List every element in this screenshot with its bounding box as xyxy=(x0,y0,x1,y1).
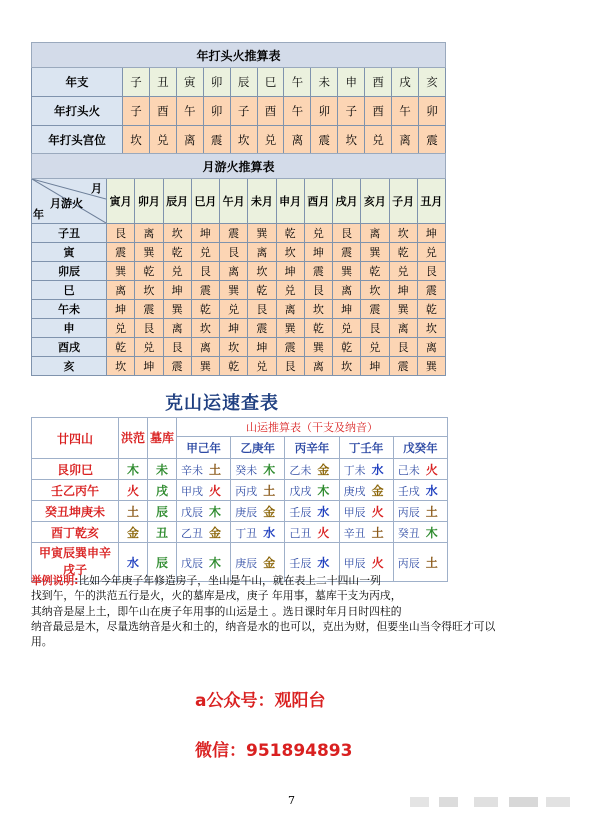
table-cell: 酉 xyxy=(149,97,176,126)
nayin-element: 木 xyxy=(425,525,438,540)
ganzhi-text: 甲辰 xyxy=(343,556,366,570)
table-cell: 离 xyxy=(248,243,276,262)
table-cell: 艮 xyxy=(163,338,191,357)
nayin-element: 水 xyxy=(263,525,276,540)
table-cell: 坎 xyxy=(361,281,389,300)
table-row xyxy=(32,319,446,338)
ganzhi-text: 辛丑 xyxy=(343,526,366,540)
table-title: 年打头火推算表 xyxy=(32,43,446,68)
month-header: 戌月 xyxy=(333,179,361,224)
shanyun-cell xyxy=(177,480,231,501)
month-header: 子月 xyxy=(389,179,417,224)
ganzhi-text: 戊辰 xyxy=(181,505,203,519)
example-notes xyxy=(31,573,561,649)
table-cell: 坎 xyxy=(417,319,445,338)
table-cell: 巽 xyxy=(304,338,332,357)
table-cell: 巽 xyxy=(276,319,304,338)
year-header: 戊癸年 xyxy=(393,437,447,459)
ganzhi-text: 癸未 xyxy=(235,463,258,477)
shanyun-cell xyxy=(339,522,393,543)
table-cell: 震 xyxy=(417,281,445,300)
month-header: 酉月 xyxy=(304,179,332,224)
row-label: 午未 xyxy=(32,300,107,319)
shanyun-cell xyxy=(231,459,285,480)
shan-cell: 甲寅辰巽申辛戌子 xyxy=(32,543,119,582)
table-cell: 震 xyxy=(135,300,163,319)
muku-cell: 辰 xyxy=(148,501,177,522)
table-cell: 亥 xyxy=(418,68,445,97)
table-cell: 震 xyxy=(191,281,219,300)
table-cell: 坤 xyxy=(107,300,135,319)
table-cell: 子 xyxy=(123,97,150,126)
table-cell: 离 xyxy=(392,126,419,155)
shanyun-cell xyxy=(393,480,447,501)
month-header: 卯月 xyxy=(135,179,163,224)
nian-datou-huo-table xyxy=(31,42,446,155)
ganzhi-text: 壬辰 xyxy=(289,556,312,570)
shanyun-cell xyxy=(231,501,285,522)
table-cell: 酉 xyxy=(365,68,392,97)
row-label: 巳 xyxy=(32,281,107,300)
table-cell: 乾 xyxy=(163,243,191,262)
table-cell: 巽 xyxy=(163,300,191,319)
table-cell: 子 xyxy=(338,97,365,126)
row-label: 子丑 xyxy=(32,224,107,243)
table-cell: 艮 xyxy=(220,243,248,262)
nayin-element: 火 xyxy=(371,504,384,519)
nayin-element: 火 xyxy=(317,525,330,540)
year-header: 乙庚年 xyxy=(231,437,285,459)
ganzhi-text: 己丑 xyxy=(289,526,312,540)
row-label: 申 xyxy=(32,319,107,338)
table-cell: 震 xyxy=(418,126,445,155)
table-cell: 震 xyxy=(107,243,135,262)
table-cell: 坎 xyxy=(163,224,191,243)
table-cell: 震 xyxy=(311,126,338,155)
table-cell: 酉 xyxy=(365,97,392,126)
month-header: 亥月 xyxy=(361,179,389,224)
table-cell: 卯 xyxy=(418,97,445,126)
nayin-element: 水 xyxy=(317,504,330,519)
table-title-row xyxy=(32,43,446,68)
table-row xyxy=(32,480,448,501)
table-cell: 午 xyxy=(284,68,311,97)
table-cell: 未 xyxy=(311,68,338,97)
table-cell: 艮 xyxy=(417,262,445,281)
table-cell: 震 xyxy=(304,262,332,281)
table-cell: 乾 xyxy=(135,262,163,281)
table-cell: 坤 xyxy=(276,262,304,281)
ganzhi-text: 丙辰 xyxy=(397,505,420,519)
table-cell: 兑 xyxy=(163,262,191,281)
table-cell: 巽 xyxy=(135,243,163,262)
corner-top: 月 xyxy=(91,182,102,195)
table-cell: 卯 xyxy=(203,68,230,97)
table-cell: 乾 xyxy=(220,357,248,376)
table-cell: 兑 xyxy=(276,281,304,300)
shanyun-cell xyxy=(393,459,447,480)
table-cell: 震 xyxy=(163,357,191,376)
shanyun-cell xyxy=(339,459,393,480)
table-cell: 震 xyxy=(361,300,389,319)
shanyun-cell xyxy=(339,501,393,522)
ganzhi-text: 壬辰 xyxy=(289,505,312,519)
table-row xyxy=(32,224,446,243)
table-cell: 艮 xyxy=(276,357,304,376)
ganzhi-text: 癸丑 xyxy=(397,526,420,540)
nayin-element: 金 xyxy=(263,555,276,570)
shanyun-cell xyxy=(285,480,339,501)
table-row xyxy=(32,459,448,480)
hongfan-cell: 火 xyxy=(119,480,148,501)
shanyun-cell xyxy=(177,522,231,543)
nayin-element: 金 xyxy=(371,483,384,498)
row-label: 酉戌 xyxy=(32,338,107,357)
table-cell: 离 xyxy=(333,281,361,300)
header-hongfan: 洪范 xyxy=(119,418,148,459)
table-cell: 艮 xyxy=(107,224,135,243)
nayin-element: 金 xyxy=(317,462,330,477)
table-cell: 震 xyxy=(248,319,276,338)
table-cell: 坤 xyxy=(389,281,417,300)
notes-line: 比如今年庚子年修造房子，坐山是午山，就在表上二十四山一列 xyxy=(78,574,381,587)
table-cell: 兑 xyxy=(333,319,361,338)
table-cell: 兑 xyxy=(257,126,284,155)
notes-line: 找到午，午的洪范五行是火，火的墓库是戌，庚子 年用事，墓库干支为丙戌， xyxy=(31,589,402,603)
table-cell: 坤 xyxy=(248,338,276,357)
table-cell: 兑 xyxy=(365,126,392,155)
table-cell: 兑 xyxy=(417,243,445,262)
table-cell: 艮 xyxy=(135,319,163,338)
table-cell: 艮 xyxy=(361,319,389,338)
nayin-element: 土 xyxy=(209,462,222,477)
keshan-yun-table xyxy=(31,417,448,582)
table-row xyxy=(32,281,446,300)
ganzhi-text: 丁丑 xyxy=(235,526,258,540)
table-cell: 震 xyxy=(276,338,304,357)
corner-cell xyxy=(32,179,107,224)
notes-line: 纳音最忌是木，尽量选纳音是火和土的，纳音是水的也可以，克出为财，但要坐山当令得旺才可以 xyxy=(31,619,496,633)
table-cell: 乾 xyxy=(304,319,332,338)
table-cell: 兑 xyxy=(107,319,135,338)
muku-cell: 戌 xyxy=(148,480,177,501)
table-row xyxy=(32,243,446,262)
table-cell: 酉 xyxy=(257,97,284,126)
table-cell: 离 xyxy=(276,300,304,319)
hongfan-cell: 木 xyxy=(119,459,148,480)
table-cell: 坤 xyxy=(304,243,332,262)
ganzhi-text: 庚辰 xyxy=(235,505,258,519)
nayin-element: 土 xyxy=(371,525,384,540)
table-cell: 乾 xyxy=(333,338,361,357)
hongfan-cell: 水 xyxy=(119,543,148,582)
nayin-element: 金 xyxy=(263,504,276,519)
table-cell: 戌 xyxy=(392,68,419,97)
table-cell: 兑 xyxy=(135,338,163,357)
year-header: 甲己年 xyxy=(177,437,231,459)
notes-lead: 举例说明: xyxy=(31,574,79,587)
table-cell: 离 xyxy=(220,262,248,281)
ganzhi-text: 丙辰 xyxy=(397,556,420,570)
ganzhi-text: 庚戌 xyxy=(343,484,366,498)
nayin-element: 土 xyxy=(425,504,438,519)
table-row xyxy=(32,357,446,376)
ganzhi-text: 甲辰 xyxy=(343,505,366,519)
table-row xyxy=(32,68,446,97)
nayin-element: 木 xyxy=(209,555,222,570)
table-cell: 乾 xyxy=(361,262,389,281)
month-header: 午月 xyxy=(220,179,248,224)
table-cell: 坤 xyxy=(135,357,163,376)
table-cell: 艮 xyxy=(333,224,361,243)
ganzhi-text: 丁未 xyxy=(343,463,366,477)
table-cell: 兑 xyxy=(191,243,219,262)
shan-cell: 癸丑坤庚未 xyxy=(32,501,119,522)
muku-cell: 丑 xyxy=(148,522,177,543)
table-cell: 兑 xyxy=(304,224,332,243)
table-cell: 坎 xyxy=(304,300,332,319)
ganzhi-text: 庚辰 xyxy=(235,556,258,570)
table-row xyxy=(32,338,446,357)
table-cell: 震 xyxy=(333,243,361,262)
table-cell: 离 xyxy=(361,224,389,243)
nayin-element: 火 xyxy=(209,483,222,498)
table-cell: 乾 xyxy=(191,300,219,319)
table-cell: 坎 xyxy=(333,357,361,376)
table-cell: 午 xyxy=(392,97,419,126)
table-cell: 离 xyxy=(284,126,311,155)
table-cell: 辰 xyxy=(230,68,257,97)
month-header: 寅月 xyxy=(107,179,135,224)
table-cell: 坎 xyxy=(248,262,276,281)
yue-you-huo-table xyxy=(31,153,446,376)
ganzhi-text: 己未 xyxy=(397,463,420,477)
ganzhi-text: 辛未 xyxy=(181,463,203,477)
header-shanyun: 山运推算表（干支及纳音） xyxy=(177,418,448,437)
table-cell: 卯 xyxy=(311,97,338,126)
table-cell: 兑 xyxy=(220,300,248,319)
table-cell: 午 xyxy=(176,97,203,126)
table-cell: 午 xyxy=(284,97,311,126)
table-cell: 巽 xyxy=(389,300,417,319)
row-label: 年打头宫位 xyxy=(32,126,123,155)
table-cell: 乾 xyxy=(417,300,445,319)
row-label: 亥 xyxy=(32,357,107,376)
table-cell: 艮 xyxy=(248,300,276,319)
table-cell: 兑 xyxy=(389,262,417,281)
table-cell: 兑 xyxy=(361,338,389,357)
table-cell: 坤 xyxy=(191,224,219,243)
ganzhi-text: 甲戌 xyxy=(181,484,203,498)
table-cell: 巽 xyxy=(417,357,445,376)
header-row xyxy=(32,418,448,437)
table-cell: 乾 xyxy=(107,338,135,357)
shanyun-cell xyxy=(393,501,447,522)
table-row xyxy=(32,262,446,281)
table-cell: 巽 xyxy=(248,224,276,243)
month-header: 申月 xyxy=(276,179,304,224)
table-cell: 巽 xyxy=(361,243,389,262)
table-cell: 巽 xyxy=(333,262,361,281)
contact-wechat: 微信：951894893 xyxy=(195,741,353,761)
table-cell: 坤 xyxy=(417,224,445,243)
table-cell: 震 xyxy=(203,126,230,155)
nayin-element: 水 xyxy=(425,483,438,498)
table-cell: 艮 xyxy=(191,262,219,281)
nayin-element: 木 xyxy=(263,462,276,477)
table-cell: 乾 xyxy=(389,243,417,262)
table-cell: 坎 xyxy=(123,126,150,155)
table-cell: 坤 xyxy=(333,300,361,319)
table-cell: 离 xyxy=(389,319,417,338)
shanyun-cell xyxy=(177,501,231,522)
table-cell: 离 xyxy=(304,357,332,376)
table-row xyxy=(32,97,446,126)
nayin-element: 木 xyxy=(209,504,222,519)
shanyun-cell xyxy=(285,501,339,522)
hongfan-cell: 土 xyxy=(119,501,148,522)
table-cell: 震 xyxy=(389,357,417,376)
shanyun-cell xyxy=(231,480,285,501)
shan-cell: 酉丁乾亥 xyxy=(32,522,119,543)
table-cell: 离 xyxy=(163,319,191,338)
nayin-element: 火 xyxy=(371,555,384,570)
header-24shan: 廿四山 xyxy=(32,418,119,459)
table-title: 月游火推算表 xyxy=(32,154,446,179)
table-cell: 巽 xyxy=(107,262,135,281)
year-header: 丁壬年 xyxy=(339,437,393,459)
table-cell: 兑 xyxy=(248,357,276,376)
table-row xyxy=(32,501,448,522)
ganzhi-text: 壬戌 xyxy=(397,484,420,498)
table-cell: 离 xyxy=(135,224,163,243)
table-cell: 坤 xyxy=(220,319,248,338)
table-cell: 坤 xyxy=(163,281,191,300)
table-cell: 离 xyxy=(107,281,135,300)
page-number: 7 xyxy=(288,794,295,807)
month-header: 未月 xyxy=(248,179,276,224)
table-cell: 离 xyxy=(176,126,203,155)
month-header: 巳月 xyxy=(191,179,219,224)
nayin-element: 木 xyxy=(317,483,330,498)
table-cell: 申 xyxy=(338,68,365,97)
blurred-watermark xyxy=(410,797,570,807)
table-cell: 坤 xyxy=(361,357,389,376)
nayin-element: 金 xyxy=(209,525,222,540)
shanyun-cell xyxy=(285,522,339,543)
table-cell: 艮 xyxy=(389,338,417,357)
table-cell: 卯 xyxy=(203,97,230,126)
hongfan-cell: 金 xyxy=(119,522,148,543)
table-cell: 艮 xyxy=(304,281,332,300)
muku-cell: 辰 xyxy=(148,543,177,582)
table-cell: 巳 xyxy=(257,68,284,97)
table-cell: 乾 xyxy=(248,281,276,300)
ganzhi-text: 乙丑 xyxy=(181,526,203,540)
keshan-heading: 克山运速查表 xyxy=(165,393,279,414)
ganzhi-text: 戊辰 xyxy=(181,556,203,570)
corner-bottom: 年 xyxy=(33,208,44,221)
shanyun-cell xyxy=(231,522,285,543)
table-row xyxy=(32,522,448,543)
notes-line: 用。 xyxy=(31,635,53,649)
shanyun-cell xyxy=(285,459,339,480)
table-cell: 子 xyxy=(230,97,257,126)
table-cell: 寅 xyxy=(176,68,203,97)
year-header: 丙辛年 xyxy=(285,437,339,459)
nayin-element: 土 xyxy=(263,483,276,498)
table-cell: 丑 xyxy=(149,68,176,97)
table-cell: 震 xyxy=(220,224,248,243)
nayin-element: 水 xyxy=(371,462,384,477)
shan-cell: 壬乙丙午 xyxy=(32,480,119,501)
table-cell: 巽 xyxy=(220,281,248,300)
table-cell: 兑 xyxy=(149,126,176,155)
nayin-element: 火 xyxy=(425,462,438,477)
notes-line: 其纳音是屋上土，即午山在庚子年用事的山运是土 。选日课时年月日时四柱的 xyxy=(31,604,402,618)
table-row xyxy=(32,126,446,155)
shanyun-cell xyxy=(177,459,231,480)
corner-mid: 月游火 xyxy=(50,197,83,210)
table-cell: 坎 xyxy=(107,357,135,376)
table-cell: 坎 xyxy=(220,338,248,357)
table-cell: 坎 xyxy=(230,126,257,155)
row-label: 年支 xyxy=(32,68,123,97)
ganzhi-text: 乙未 xyxy=(289,463,312,477)
row-label: 年打头火 xyxy=(32,97,123,126)
nayin-element: 水 xyxy=(317,555,330,570)
table-cell: 坎 xyxy=(135,281,163,300)
row-label: 寅 xyxy=(32,243,107,262)
month-header-row xyxy=(32,179,446,224)
table-cell: 坎 xyxy=(338,126,365,155)
shanyun-cell xyxy=(393,522,447,543)
shanyun-cell xyxy=(339,480,393,501)
contact-official-account: a公众号：观阳台 xyxy=(195,691,326,711)
month-header: 辰月 xyxy=(163,179,191,224)
table-cell: 坎 xyxy=(191,319,219,338)
nayin-element: 土 xyxy=(425,555,438,570)
ganzhi-text: 丙戌 xyxy=(235,484,258,498)
table-cell: 巽 xyxy=(191,357,219,376)
table-cell: 坎 xyxy=(276,243,304,262)
row-label: 卯辰 xyxy=(32,262,107,281)
shan-cell: 艮卯巳 xyxy=(32,459,119,480)
table-cell: 乾 xyxy=(276,224,304,243)
month-header: 丑月 xyxy=(417,179,445,224)
table-cell: 离 xyxy=(417,338,445,357)
table-row xyxy=(32,300,446,319)
table-title-row xyxy=(32,154,446,179)
table-cell: 子 xyxy=(123,68,150,97)
muku-cell: 未 xyxy=(148,459,177,480)
table-cell: 离 xyxy=(191,338,219,357)
header-muku: 墓库 xyxy=(148,418,177,459)
table-cell: 坎 xyxy=(389,224,417,243)
ganzhi-text: 戊戌 xyxy=(289,484,312,498)
